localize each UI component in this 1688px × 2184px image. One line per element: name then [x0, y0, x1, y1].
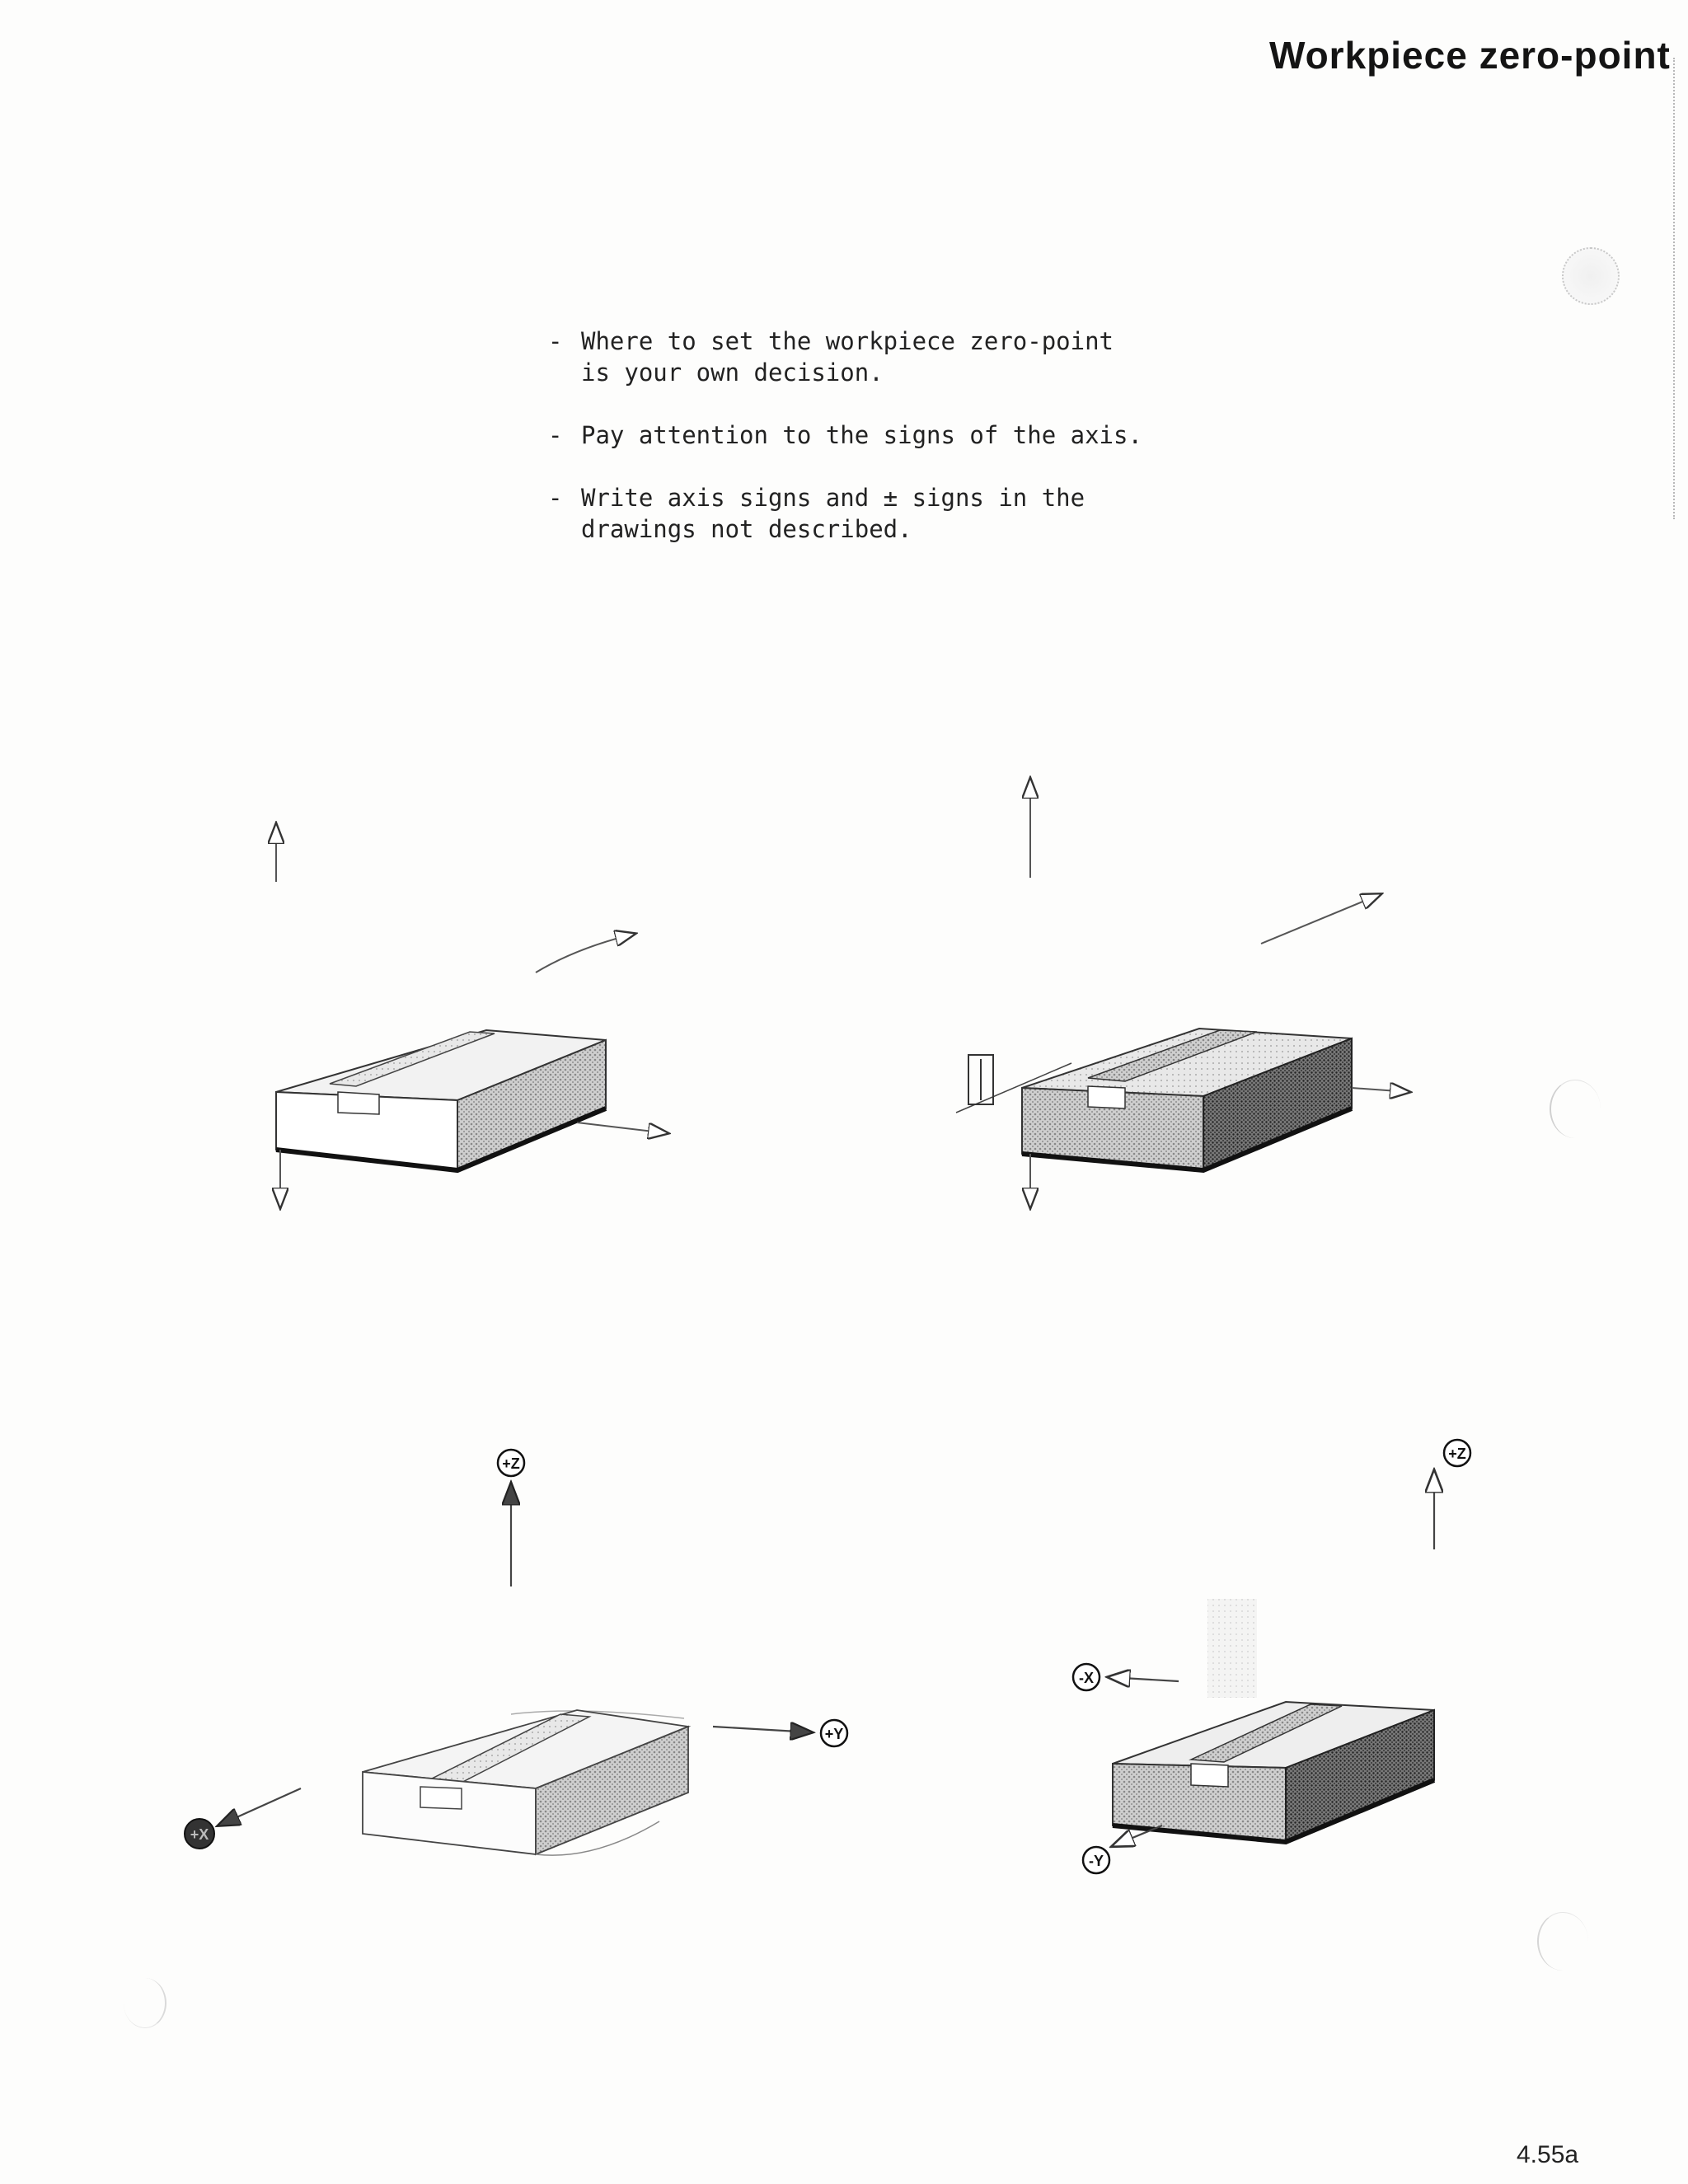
bullet-marker: - — [548, 484, 563, 512]
axis-arrow — [577, 1122, 668, 1133]
instruction-line: Write axis signs and ± signs in the — [581, 484, 1085, 512]
instruction-line: drawings not described. — [581, 515, 912, 543]
figure-top-left — [276, 824, 668, 1207]
bullet-marker: - — [548, 327, 563, 355]
workpiece-block — [276, 1030, 606, 1170]
smudge — [1207, 1599, 1257, 1698]
axis-label-text: -X — [1079, 1670, 1094, 1686]
punch-hole — [124, 1978, 166, 2028]
height-gauge-icon — [968, 1055, 993, 1104]
axis-label-text: +X — [190, 1826, 209, 1843]
axis-label-text: +Z — [1448, 1446, 1466, 1462]
workpiece-block — [1022, 1029, 1352, 1170]
page-title: Workpiece zero-point — [1269, 34, 1671, 77]
page-number: 4.55a — [1517, 2141, 1579, 2168]
figure-top-right — [956, 779, 1409, 1207]
axis-arrow — [536, 934, 635, 972]
axis-arrow — [218, 1788, 301, 1825]
punch-hole — [1537, 1912, 1588, 1971]
axis-arrow — [1352, 1088, 1409, 1092]
instruction-line: Where to set the workpiece zero-point — [581, 327, 1114, 355]
figure-bottom-right — [1073, 1440, 1470, 1873]
punch-hole — [1550, 1080, 1601, 1138]
figure-bottom-left — [185, 1450, 847, 1855]
punch-hole — [1562, 247, 1620, 305]
axis-label-badge — [1444, 1440, 1470, 1466]
axis-arrow — [1261, 894, 1381, 944]
axis-label-text: -Y — [1089, 1853, 1104, 1869]
instruction-line: is your own decision. — [581, 359, 884, 387]
workpiece-block — [1113, 1702, 1434, 1842]
axis-label-badge — [821, 1720, 847, 1746]
axis-arrow — [713, 1727, 812, 1732]
axis-label-badge — [185, 1819, 214, 1849]
bullet-marker: - — [548, 421, 563, 449]
instruction-line: Pay attention to the signs of the axis. — [581, 421, 1142, 449]
axis-arrow — [1109, 1677, 1179, 1681]
workpiece-block — [363, 1710, 688, 1855]
axis-label-badge — [1073, 1664, 1100, 1690]
axis-label-text: +Y — [824, 1726, 844, 1742]
axis-label-text: +Z — [502, 1455, 520, 1472]
axis-label-badge — [1083, 1847, 1109, 1873]
axis-label-badge — [498, 1450, 524, 1476]
